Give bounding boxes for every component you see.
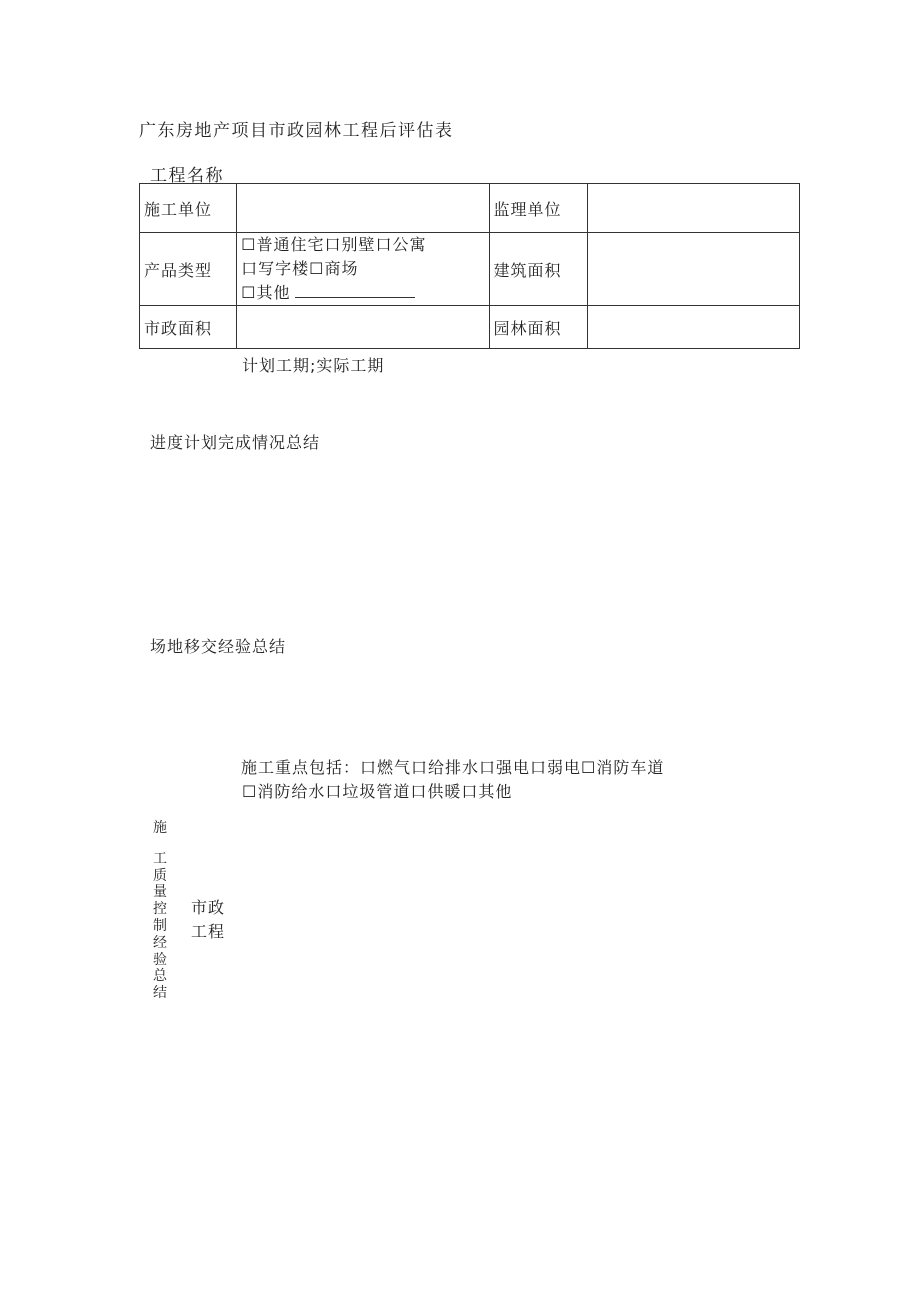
product-type-options	[237, 233, 489, 306]
supervision-unit-label: 监理单位	[489, 184, 587, 233]
product-type-line-3[interactable]	[241, 281, 484, 305]
vertical-label-first-char: 施	[153, 820, 167, 836]
progress-summary-heading: 进度计划完成情况总结	[150, 433, 321, 452]
product-type-line-2[interactable]: 口写字楼☐商场	[241, 259, 359, 278]
table-row	[140, 184, 800, 233]
product-type-label: 产品类型	[140, 233, 237, 306]
landscape-area-label: 园林面积	[489, 306, 587, 349]
construction-unit-field[interactable]	[237, 184, 489, 233]
schedule-period-label: 计划工期;实际工期	[242, 356, 385, 375]
quality-control-vertical-label	[151, 820, 169, 1002]
construction-focus-line-1: 施工重点包括：口燃气口给排水口强电口弱电☐消防车道	[241, 758, 665, 777]
landscape-area-field[interactable]	[587, 306, 799, 349]
page-title: 广东房地产项目市政园林工程后评估表	[139, 121, 454, 141]
municipal-area-label: 市政面积	[140, 306, 237, 349]
municipal-area-field[interactable]	[237, 306, 489, 349]
building-area-label: 建筑面积	[489, 233, 587, 306]
site-handover-summary-heading: 场地移交经验总结	[150, 637, 287, 656]
building-area-field[interactable]	[587, 233, 799, 306]
construction-unit-label: 施工单位	[140, 184, 237, 233]
supervision-unit-field[interactable]	[587, 184, 799, 233]
municipal-engineering-label: 市政工程	[191, 898, 226, 941]
other-blank-line[interactable]	[295, 283, 415, 298]
vertical-label-rest: 工质量控制经验总结	[153, 850, 167, 1002]
other-option-label: ☐其他	[241, 283, 291, 302]
table-row	[140, 233, 800, 306]
product-type-line-1[interactable]: ☐普通住宅口别壁口公寓	[241, 235, 427, 254]
project-name-label: 工程名称	[150, 166, 224, 186]
table-row	[140, 306, 800, 349]
construction-focus-line-2: ☐消防给水口垃圾管道口供暖口其他	[242, 782, 513, 801]
project-info-table	[139, 183, 800, 349]
